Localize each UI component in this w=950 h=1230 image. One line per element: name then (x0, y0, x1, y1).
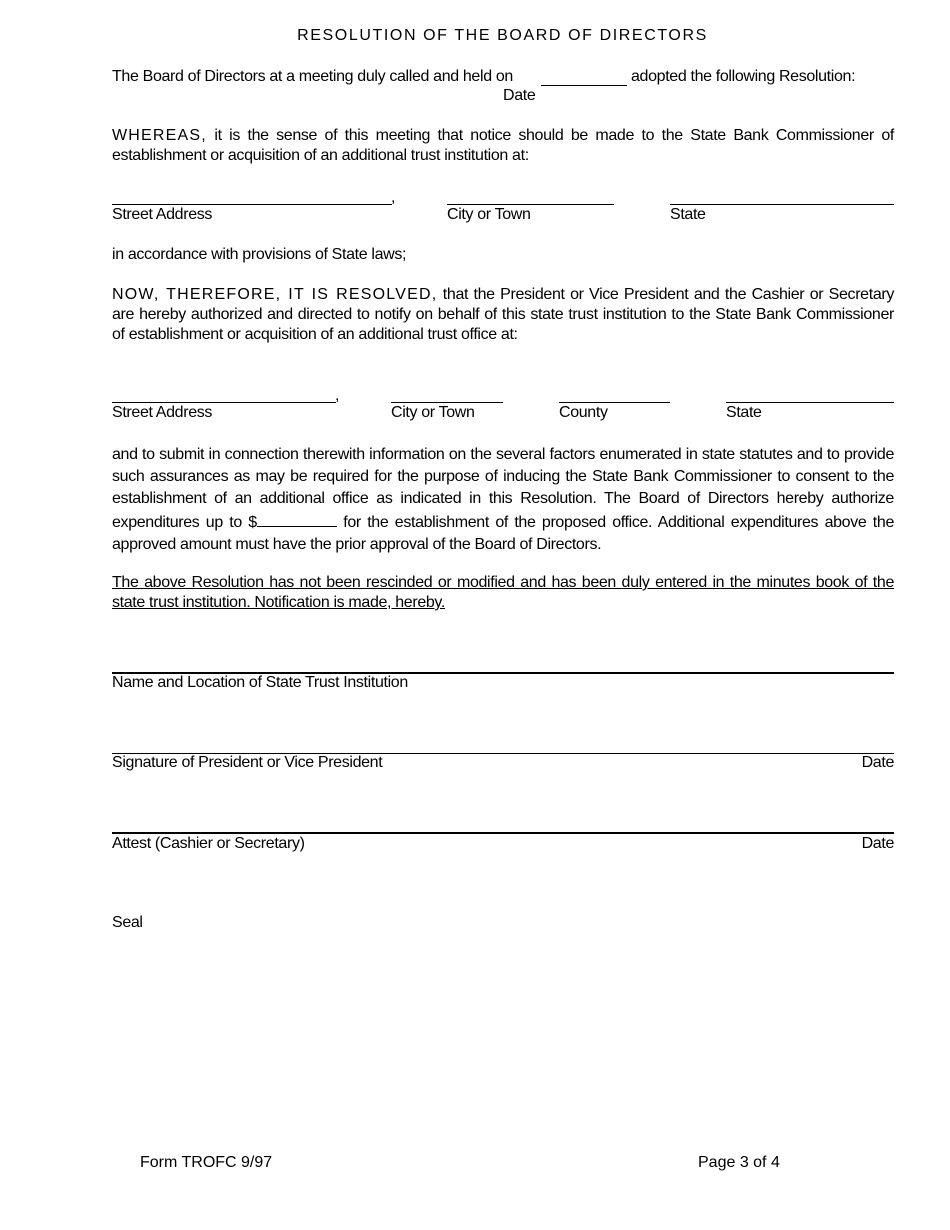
page-title: RESOLUTION OF THE BOARD OF DIRECTORS (297, 27, 708, 44)
president-signature-label: Signature of President or Vice President (112, 754, 383, 771)
whereas-paragraph (112, 126, 894, 166)
rescind-note: The above Resolution has not been rescinded or modified and has been duly entered in the minutes book of the state trust institution. Notification is made, hereby. (112, 574, 894, 611)
attest-signature-label: Attest (Cashier or Secretary) (112, 835, 305, 852)
intro-text-after: adopted the following Resolution: (631, 68, 856, 85)
accordance-text: in accordance with provisions of State laws; (112, 246, 407, 263)
resolved-paragraph (112, 285, 894, 345)
submit-paragraph (112, 444, 894, 556)
institution-name-label: Name and Location of State Trust Institution (112, 674, 408, 691)
resolved-text: that the President or Vice President and the Cashier or Secretary are hereby authorized and directed to notify on behalf of this state trust institution to the State Bank Commissioner of establishment or acquisition of an additional trust office at: (112, 286, 894, 343)
address2-comma: , (335, 387, 340, 404)
address1-city-label: City or Town (447, 206, 531, 223)
address2-city-label: City or Town (391, 404, 475, 421)
whereas-lead: WHEREAS, (112, 127, 207, 144)
address2-street-label: Street Address (112, 404, 213, 421)
submit-text-after: for the establishment of the proposed office. Additional expenditures above the approved amount must have the prior approval of the Board of Directors. (112, 514, 894, 553)
whereas-text: it is the sense of this meeting that notice should be made to the State Bank Commissioner of establishment or acquisition of an additional trust institution at: (112, 127, 894, 164)
seal-label: Seal (112, 914, 143, 931)
address1-street-label: Street Address (112, 206, 213, 223)
expenditure-amount-blank[interactable] (257, 510, 337, 527)
address2-county-label: County (559, 404, 608, 421)
address1-comma: , (391, 189, 396, 206)
meeting-date-blank[interactable] (541, 85, 627, 86)
address2-state-label: State (726, 404, 762, 421)
resolved-lead: NOW, THEREFORE, IT IS RESOLVED, (112, 286, 438, 303)
form-id: Form TROFC 9/97 (140, 1154, 273, 1171)
intro-text: The Board of Directors at a meeting duly called and held on (112, 68, 513, 85)
page-number: Page 3 of 4 (698, 1154, 780, 1171)
address1-state-label: State (670, 206, 706, 223)
submit-text: and to submit in connection therewith information on the several factors enumerated in state statutes and to provide such assurances as may be required for the purpose of inducing the State Bank Commissioner to consent to the establishment of an additional office as indicated in this Resolution. The Board of Directors hereby authorize expenditures up to $ (112, 446, 894, 531)
attest-date-label: Date (861, 835, 894, 852)
meeting-date-label: Date (503, 87, 536, 104)
president-date-label: Date (861, 754, 894, 771)
